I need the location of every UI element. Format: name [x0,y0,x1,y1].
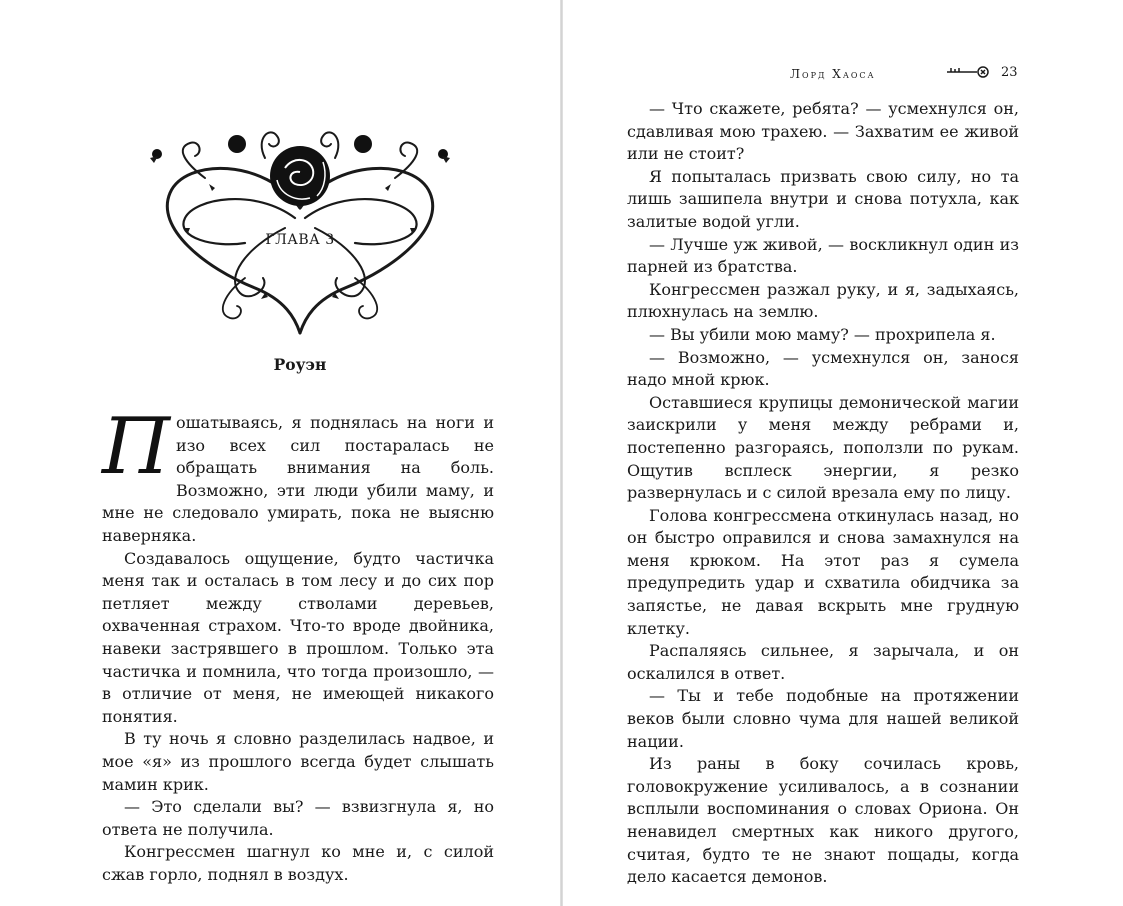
chapter-subtitle: Роуэн [273,355,327,374]
left-page-body [102,402,494,886]
paragraph: Создавалось ощущение, будто частичка меня так и осталась в том лесу и до сих пор петляет между стволами деревьев, охваченная страхом. Что-то вроде двойника, навеки застрявшего в прошлом. Только эта частичка и помнила, что тогда произошло, — в отличие от меня, не имеющей никакого понятия. [102,548,494,726]
paragraph: Оставшиеся крупицы демонической магии заискрили у меня между ребрами и, постепенно разгораясь, поползли по рукам. Ощутив всплеск энергии, я резко развернулась и с силой врезала ему по лицу. [627,392,1019,503]
paragraph: Пошатываясь, я поднялась на ноги и изо всех сил постаралась не обращать внимания на боль. Возможно, эти люди убили маму, и мне не следовало умирать, пока не выясню наверняка. [102,402,494,545]
paragraph: — Лучше уж живой, — воскликнул один из парней из братства. [627,234,1019,277]
paragraph: — Ты и тебе подобные на протяжении веков были словно чума для нашей великой нации. [627,686,1019,751]
page-number: 23 [1001,65,1018,80]
paragraph: — Возможно, — усмехнулся он, занося надо мной крюк. [627,347,1019,390]
paragraph: Из раны в боку сочилась кровь, головокружение усиливалось, а в сознании всплыли воспоминания о словах Ориона. Он ненавидел смертных как никого другого, считая, будто те не знают пощады, когда дело касается демонов. [627,754,1019,887]
paragraph: — Что скажете, ребята? — усмехнулся он, сдавливая мою трахею. — Захватим ее живой или не стоит? [627,99,1019,164]
paragraph: — Это сделали вы? — взвизгнула я, но ответа не получила. [102,797,494,839]
left-page [0,0,560,906]
paragraph: Конгрессмен разжал руку, и я, задыхаясь, плюхнулась на землю. [627,279,1019,322]
right-page-body [627,98,1019,889]
paragraph: Я попыталась призвать свою силу, но та лишь зашипела внутри и снова потухла, как залитые водой угли. [627,166,1019,231]
paragraph: Распаляясь сильнее, я зарычала, и он оскалился в ответ. [627,641,1019,683]
ornamental-key-icon [945,64,991,80]
dropcap: П [102,402,171,492]
chapter-label: ГЛАВА 3 [265,232,335,248]
running-header: Лорд Хаоса [790,67,876,81]
paragraph: Конгрессмен шагнул ко мне и, с силой сжав горло, поднял в воздух. [102,842,494,884]
paragraph: Голова конгрессмена откинулась назад, но он быстро оправился и снова замахнулся на меня крюком. На этот раз я сумела предупредить удар и схватила обидчика за запястье, не давая вскрыть мне грудную клетку. [627,505,1019,638]
paragraph: В ту ночь я словно разделилась надвое, и мое «я» из прошлого всегда будет слышать мамин крик. [102,729,494,794]
paragraph: — Вы убили мою маму? — прохрипела я. [649,324,996,344]
